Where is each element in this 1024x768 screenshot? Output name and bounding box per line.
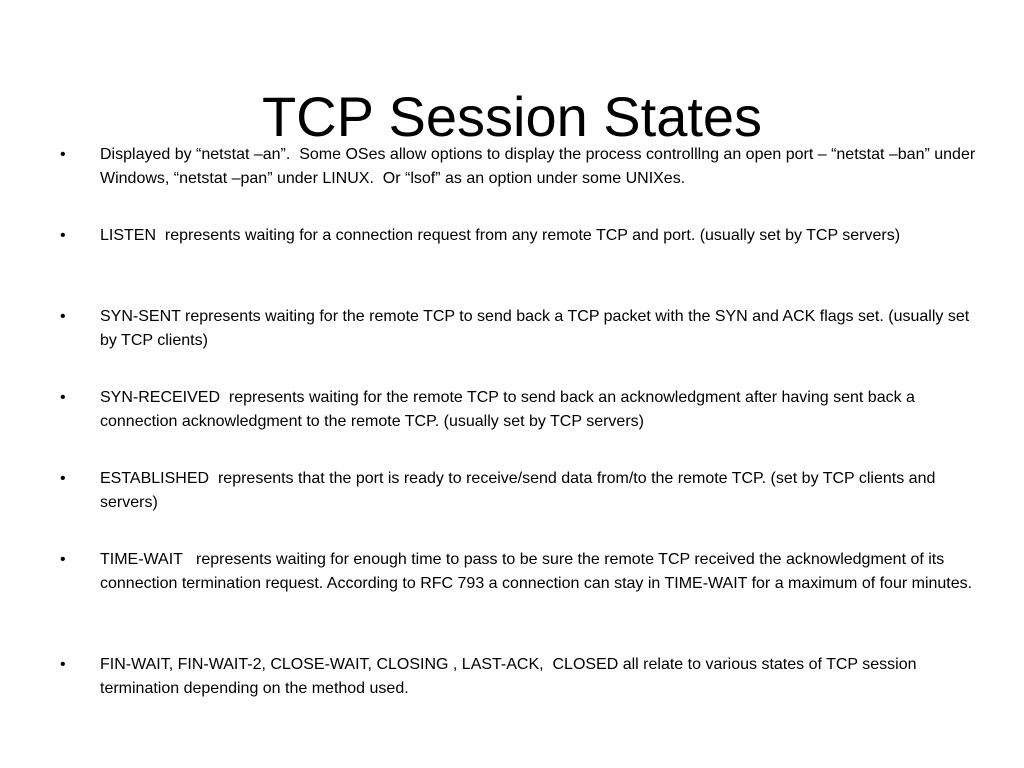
bullet-marker: •	[60, 389, 66, 406]
bullet-marker: •	[60, 470, 66, 487]
bullet-marker: •	[60, 227, 66, 244]
bullet-text: FIN-WAIT, FIN-WAIT-2, CLOSE-WAIT, CLOSING , LAST-ACK, CLOSED all relate to various states of TCP session termination depending on the method used.	[100, 656, 921, 697]
bullet-text: ESTABLISHED represents that the port is ready to receive/send data from/to the remote TCP. (set by TCP clients and servers)	[100, 470, 940, 511]
slide-title: TCP Session States	[261, 84, 763, 148]
bullet-text: LISTEN represents waiting for a connection request from any remote TCP and port. (usually set by TCP servers)	[100, 227, 901, 244]
bullet-marker: •	[60, 551, 66, 568]
bullet-marker: •	[60, 308, 66, 325]
bullet-text: SYN-RECEIVED represents waiting for the remote TCP to send back an acknowledgment after having sent back a connection acknowledgment to the remote TCP. (usually set by TCP servers)	[100, 389, 920, 430]
bullet-text: SYN-SENT represents waiting for the remote TCP to send back a TCP packet with the SYN and ACK flags set. (usually set by TCP clients)	[100, 308, 974, 349]
bullet-marker: •	[60, 656, 66, 673]
bullet-text: Displayed by “netstat –an”. Some OSes allow options to display the process controlllng an open port – “netstat –ban” under Windows, “netstat –pan” under LINUX. Or “lsof” as an option under some UNIXes.	[100, 146, 980, 187]
bullet-text: TIME-WAIT represents waiting for enough time to pass to be sure the remote TCP received the acknowledgment of its connection termination request. According to RFC 793 a connection can stay in TIME-WAIT for a maximum of four minutes.	[100, 551, 973, 592]
bullet-marker: •	[60, 146, 66, 163]
